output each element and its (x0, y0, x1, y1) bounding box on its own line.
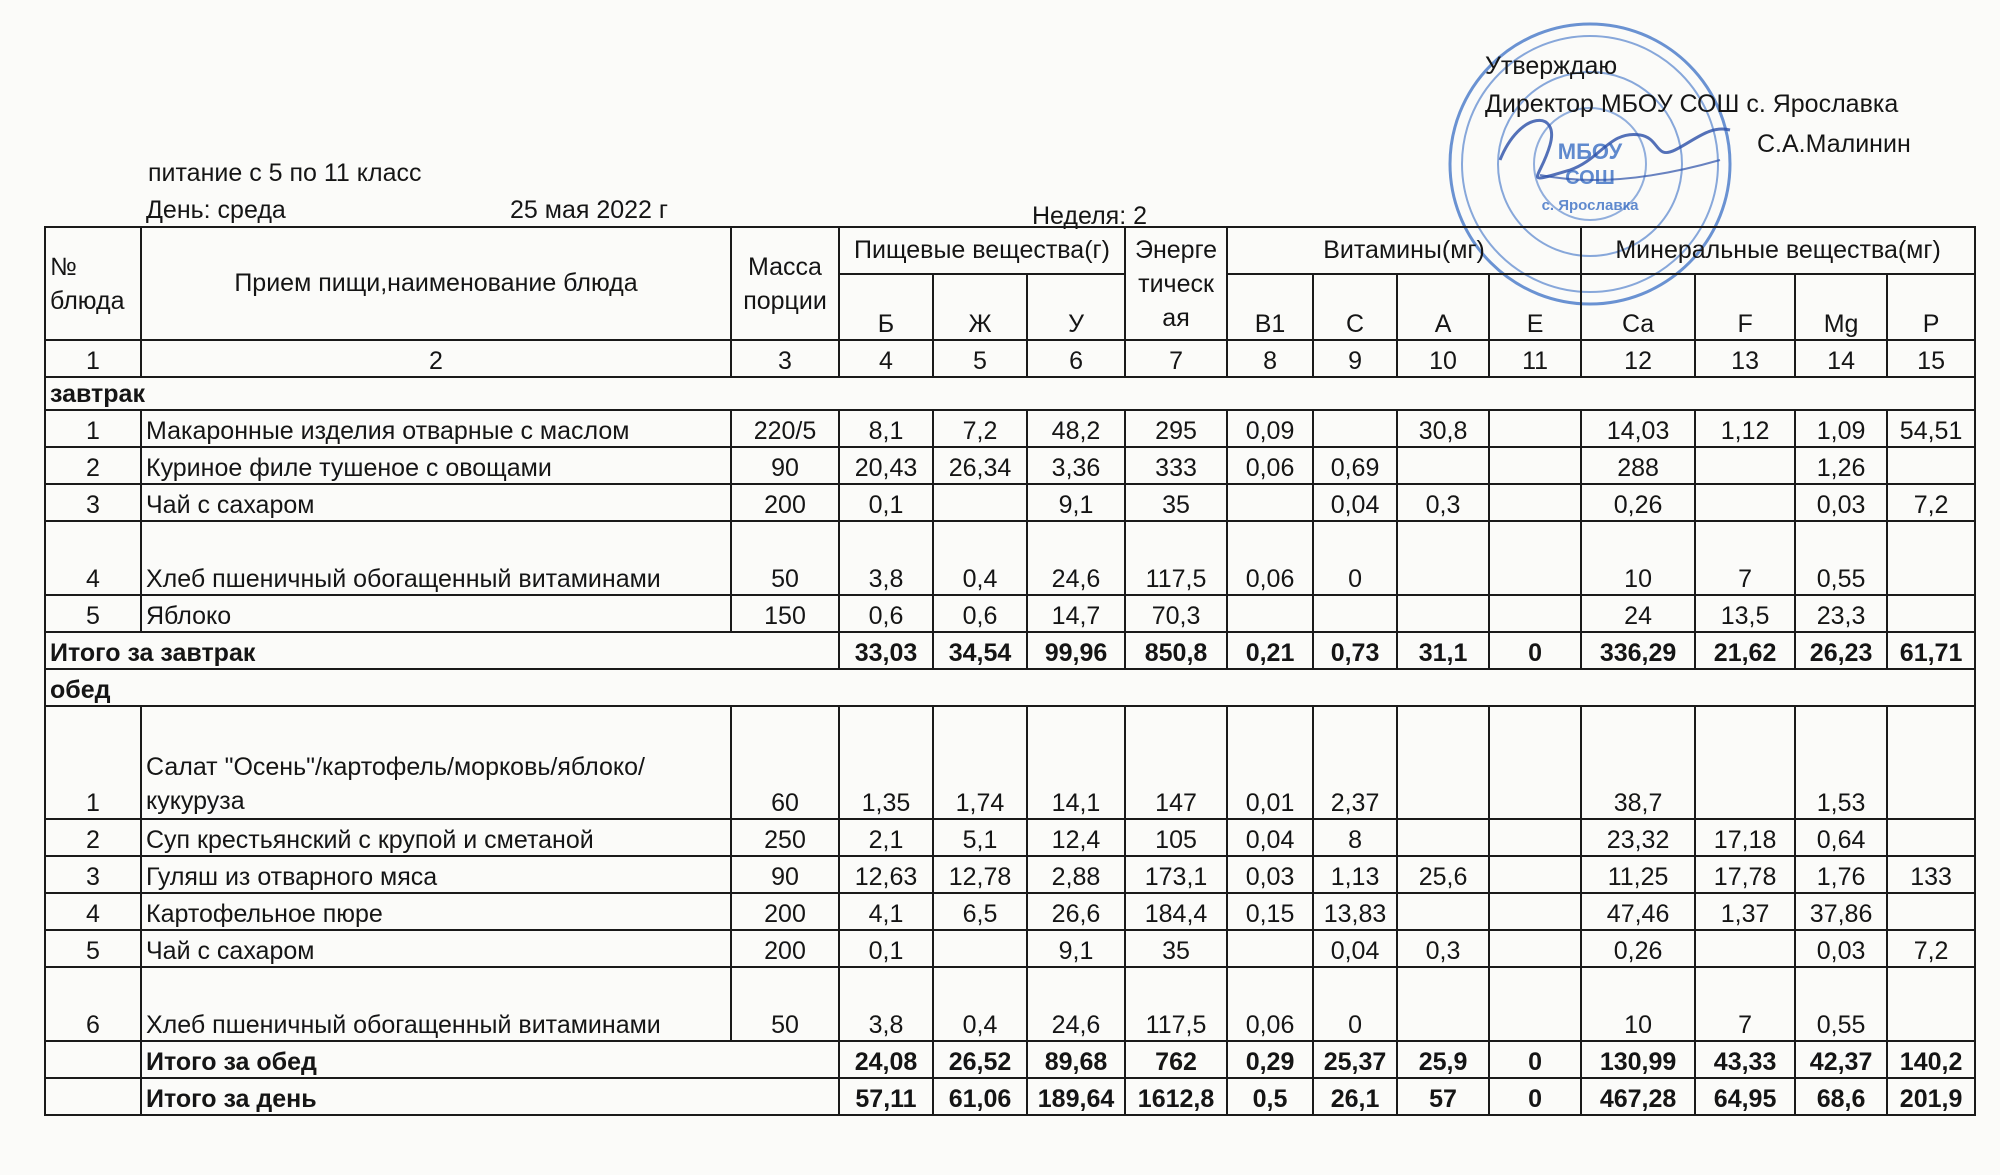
total-value-e: 0 (1489, 632, 1581, 669)
dish-mass: 90 (731, 856, 839, 893)
dish-number: 2 (45, 819, 141, 856)
dish-mass: 200 (731, 893, 839, 930)
dish-value-u: 26,6 (1027, 893, 1125, 930)
dish-value-e (1489, 595, 1581, 632)
dish-value-e (1489, 930, 1581, 967)
dish-value-zh: 1,74 (933, 706, 1027, 819)
dish-value-a: 30,8 (1397, 410, 1489, 447)
col-number: 8 (1227, 340, 1313, 377)
dish-value-mg: 1,09 (1795, 410, 1887, 447)
dish-value-zh: 0,6 (933, 595, 1027, 632)
dish-value-mg: 23,3 (1795, 595, 1887, 632)
svg-text:с. Ярославка: с. Ярославка (1541, 197, 1639, 214)
dish-number: 6 (45, 967, 141, 1041)
col-head-zh: Ж (933, 274, 1027, 340)
dish-value-mg: 0,55 (1795, 967, 1887, 1041)
dish-name: Суп крестьянский с крупой и сметаной (141, 819, 731, 856)
dish-number: 3 (45, 856, 141, 893)
dish-value-mg: 0,55 (1795, 521, 1887, 595)
day-total-value-ca: 467,28 (1581, 1078, 1695, 1115)
dish-value-f (1695, 447, 1795, 484)
dish-value-c: 8 (1313, 819, 1397, 856)
dish-value-mg: 0,03 (1795, 930, 1887, 967)
dish-mass: 200 (731, 930, 839, 967)
col-number: 14 (1795, 340, 1887, 377)
dish-value-p: 7,2 (1887, 484, 1975, 521)
col-head-nutrients: Пищевые вещества(г) (839, 227, 1125, 274)
dish-number: 5 (45, 930, 141, 967)
col-head-e: Е (1489, 274, 1581, 340)
day-total-value-u: 189,64 (1027, 1078, 1125, 1115)
dish-value-e (1489, 967, 1581, 1041)
day-total-value-f: 64,95 (1695, 1078, 1795, 1115)
dish-value-energy: 35 (1125, 930, 1227, 967)
dish-value-ca: 10 (1581, 521, 1695, 595)
dish-value-u: 12,4 (1027, 819, 1125, 856)
dish-value-energy: 105 (1125, 819, 1227, 856)
dish-value-energy: 173,1 (1125, 856, 1227, 893)
total-value-p: 140,2 (1887, 1041, 1975, 1078)
dish-value-f: 7 (1695, 521, 1795, 595)
dish-value-zh: 0,4 (933, 967, 1027, 1041)
dish-mass: 150 (731, 595, 839, 632)
dish-value-a (1397, 967, 1489, 1041)
dish-value-e (1489, 893, 1581, 930)
dish-row (45, 893, 1975, 930)
dish-value-f (1695, 930, 1795, 967)
dish-value-ca: 23,32 (1581, 819, 1695, 856)
dish-value-p (1887, 447, 1975, 484)
day-total-value-mg: 68,6 (1795, 1078, 1887, 1115)
dish-value-f: 1,37 (1695, 893, 1795, 930)
dish-value-b1: 0,03 (1227, 856, 1313, 893)
dish-value-b: 3,8 (839, 521, 933, 595)
dish-value-b1: 0,09 (1227, 410, 1313, 447)
total-value-e: 0 (1489, 1041, 1581, 1078)
dish-value-zh: 7,2 (933, 410, 1027, 447)
week-label: Неделя: 2 (1032, 202, 1147, 230)
dish-value-zh: 5,1 (933, 819, 1027, 856)
dish-value-b: 0,6 (839, 595, 933, 632)
col-number: 10 (1397, 340, 1489, 377)
dish-value-a (1397, 706, 1489, 819)
dish-value-f: 17,78 (1695, 856, 1795, 893)
dish-value-u: 9,1 (1027, 930, 1125, 967)
dish-row (45, 484, 1975, 521)
total-value-b1: 0,21 (1227, 632, 1313, 669)
day-total-value-p: 201,9 (1887, 1078, 1975, 1115)
dish-value-p (1887, 521, 1975, 595)
total-value-zh: 34,54 (933, 632, 1027, 669)
day-total-value-e: 0 (1489, 1078, 1581, 1115)
dish-number: 2 (45, 447, 141, 484)
dish-mass: 50 (731, 967, 839, 1041)
total-value-energy: 850,8 (1125, 632, 1227, 669)
dish-value-a: 25,6 (1397, 856, 1489, 893)
dish-value-ca: 24 (1581, 595, 1695, 632)
dish-value-a (1397, 447, 1489, 484)
dish-value-p (1887, 706, 1975, 819)
dish-name: Чай с сахаром (141, 484, 731, 521)
dish-name: Хлеб пшеничный обогащенный витаминами (141, 521, 731, 595)
dish-value-energy: 70,3 (1125, 595, 1227, 632)
day-total-row (45, 1078, 1975, 1115)
dish-value-p (1887, 819, 1975, 856)
total-value-zh: 26,52 (933, 1041, 1027, 1078)
dish-value-c: 0 (1313, 967, 1397, 1041)
dish-value-e (1489, 521, 1581, 595)
col-number: 12 (1581, 340, 1695, 377)
dish-number: 1 (45, 410, 141, 447)
dish-row (45, 410, 1975, 447)
dish-value-energy: 117,5 (1125, 521, 1227, 595)
approval-line-1: Утверждаю (1485, 52, 1618, 80)
dish-name: Макаронные изделия отварные с маслом (141, 410, 731, 447)
total-value-a: 31,1 (1397, 632, 1489, 669)
dish-value-e (1489, 447, 1581, 484)
day-total-value-c: 26,1 (1313, 1078, 1397, 1115)
total-value-u: 99,96 (1027, 632, 1125, 669)
dish-value-ca: 288 (1581, 447, 1695, 484)
dish-value-zh (933, 930, 1027, 967)
empty-cell (45, 1041, 141, 1078)
dish-value-b: 1,35 (839, 706, 933, 819)
dish-value-c: 13,83 (1313, 893, 1397, 930)
dish-value-zh (933, 484, 1027, 521)
col-number: 1 (45, 340, 141, 377)
dish-value-mg: 1,26 (1795, 447, 1887, 484)
dish-value-c: 2,37 (1313, 706, 1397, 819)
section-total-row (45, 632, 1975, 669)
dish-value-b: 0,1 (839, 930, 933, 967)
dish-value-p (1887, 893, 1975, 930)
dish-value-ca: 14,03 (1581, 410, 1695, 447)
total-value-c: 0,73 (1313, 632, 1397, 669)
total-value-u: 89,68 (1027, 1041, 1125, 1078)
dish-number: 1 (45, 706, 141, 819)
dish-mass: 220/5 (731, 410, 839, 447)
dish-value-mg: 1,53 (1795, 706, 1887, 819)
dish-value-c: 0,69 (1313, 447, 1397, 484)
col-number: 5 (933, 340, 1027, 377)
total-label: Итого за обед (141, 1041, 839, 1078)
dish-value-c: 0,04 (1313, 930, 1397, 967)
dish-row (45, 930, 1975, 967)
dish-value-energy: 147 (1125, 706, 1227, 819)
total-value-ca: 130,99 (1581, 1041, 1695, 1078)
col-number: 7 (1125, 340, 1227, 377)
director-name: С.А.Малинин (1757, 130, 1911, 158)
dish-value-u: 14,7 (1027, 595, 1125, 632)
dish-value-u: 14,1 (1027, 706, 1125, 819)
col-head-b: Б (839, 274, 933, 340)
dish-value-mg: 37,86 (1795, 893, 1887, 930)
dish-value-ca: 47,46 (1581, 893, 1695, 930)
col-head-a: А (1397, 274, 1489, 340)
dish-mass: 90 (731, 447, 839, 484)
dish-value-mg: 0,03 (1795, 484, 1887, 521)
col-head-mg: Mg (1795, 274, 1887, 340)
col-head-u: У (1027, 274, 1125, 340)
dish-value-zh: 0,4 (933, 521, 1027, 595)
dish-value-f: 13,5 (1695, 595, 1795, 632)
dish-value-b1: 0,01 (1227, 706, 1313, 819)
dish-number: 4 (45, 893, 141, 930)
col-number: 6 (1027, 340, 1125, 377)
col-number: 3 (731, 340, 839, 377)
day-total-label: Итого за день (141, 1078, 839, 1115)
col-number: 11 (1489, 340, 1581, 377)
class-range-title: питание с 5 по 11 класс (148, 159, 422, 187)
dish-value-a (1397, 819, 1489, 856)
section-row (45, 377, 1975, 410)
section-title: обед (45, 669, 1975, 706)
dish-value-b1 (1227, 484, 1313, 521)
day-label: День: среда (146, 196, 286, 224)
svg-text:СОШ: СОШ (1565, 167, 1615, 189)
dish-value-c (1313, 595, 1397, 632)
col-head-minerals: Минеральные вещества(мг) (1581, 227, 1975, 274)
dish-value-energy: 295 (1125, 410, 1227, 447)
dish-value-c: 1,13 (1313, 856, 1397, 893)
dish-value-b: 8,1 (839, 410, 933, 447)
dish-value-f: 7 (1695, 967, 1795, 1041)
dish-mass: 200 (731, 484, 839, 521)
total-value-b: 24,08 (839, 1041, 933, 1078)
dish-value-p (1887, 967, 1975, 1041)
total-value-a: 25,9 (1397, 1041, 1489, 1078)
dish-name: Хлеб пшеничный обогащенный витаминами (141, 967, 731, 1041)
dish-row (45, 595, 1975, 632)
dish-value-a: 0,3 (1397, 930, 1489, 967)
dish-name: Салат "Осень"/картофель/морковь/яблоко/ кукуруза (141, 706, 731, 819)
day-total-value-a: 57 (1397, 1078, 1489, 1115)
dish-value-ca: 10 (1581, 967, 1695, 1041)
dish-value-b1: 0,06 (1227, 447, 1313, 484)
dish-value-a (1397, 521, 1489, 595)
day-total-value-b1: 0,5 (1227, 1078, 1313, 1115)
dish-value-energy: 184,4 (1125, 893, 1227, 930)
dish-value-p: 7,2 (1887, 930, 1975, 967)
empty-cell (45, 1078, 141, 1115)
dish-value-ca: 0,26 (1581, 484, 1695, 521)
approval-line-2: Директор МБОУ СОШ с. Ярославка (1485, 90, 1899, 118)
dish-value-b1: 0,04 (1227, 819, 1313, 856)
dish-value-ca: 0,26 (1581, 930, 1695, 967)
dish-value-a (1397, 595, 1489, 632)
dish-value-b1 (1227, 930, 1313, 967)
dish-value-b: 0,1 (839, 484, 933, 521)
dish-value-f: 1,12 (1695, 410, 1795, 447)
column-number-row (45, 340, 1975, 377)
col-number: 13 (1695, 340, 1795, 377)
col-head-energy: Энерге тическ ая (1125, 227, 1227, 340)
day-total-value-energy: 1612,8 (1125, 1078, 1227, 1115)
svg-text:МБОУ: МБОУ (1557, 139, 1623, 164)
dish-name: Яблоко (141, 595, 731, 632)
dish-row (45, 447, 1975, 484)
dish-value-u: 9,1 (1027, 484, 1125, 521)
col-head-mass: Масса порции (731, 227, 839, 340)
dish-value-energy: 333 (1125, 447, 1227, 484)
col-head-vitamins: Витамины(мг) (1227, 227, 1581, 274)
dish-value-b: 3,8 (839, 967, 933, 1041)
day-total-value-b: 57,11 (839, 1078, 933, 1115)
dish-value-f (1695, 484, 1795, 521)
total-value-c: 25,37 (1313, 1041, 1397, 1078)
dish-value-b: 2,1 (839, 819, 933, 856)
col-number: 4 (839, 340, 933, 377)
dish-value-e (1489, 410, 1581, 447)
dish-name: Чай с сахаром (141, 930, 731, 967)
dish-value-zh: 26,34 (933, 447, 1027, 484)
total-value-f: 21,62 (1695, 632, 1795, 669)
col-number: 15 (1887, 340, 1975, 377)
col-number: 2 (141, 340, 731, 377)
dish-value-u: 2,88 (1027, 856, 1125, 893)
dish-row (45, 967, 1975, 1041)
col-head-f: F (1695, 274, 1795, 340)
dish-value-c: 0,04 (1313, 484, 1397, 521)
col-head-num: № блюда (45, 227, 141, 340)
dish-value-energy: 35 (1125, 484, 1227, 521)
dish-value-p: 133 (1887, 856, 1975, 893)
section-row (45, 669, 1975, 706)
dish-value-f (1695, 706, 1795, 819)
dish-value-e (1489, 484, 1581, 521)
dish-name: Гуляш из отварного мяса (141, 856, 731, 893)
total-value-p: 61,71 (1887, 632, 1975, 669)
dish-value-c: 0 (1313, 521, 1397, 595)
dish-value-b: 12,63 (839, 856, 933, 893)
dish-mass: 50 (731, 521, 839, 595)
col-head-p: P (1887, 274, 1975, 340)
dish-value-mg: 1,76 (1795, 856, 1887, 893)
dish-number: 5 (45, 595, 141, 632)
col-number: 9 (1313, 340, 1397, 377)
total-value-mg: 42,37 (1795, 1041, 1887, 1078)
dish-value-c (1313, 410, 1397, 447)
dish-name: Куриное филе тушеное с овощами (141, 447, 731, 484)
dish-number: 4 (45, 521, 141, 595)
col-head-ca: Са (1581, 274, 1695, 340)
dish-value-ca: 38,7 (1581, 706, 1695, 819)
date-label: 25 мая 2022 г (510, 196, 669, 224)
dish-number: 3 (45, 484, 141, 521)
dish-value-p (1887, 595, 1975, 632)
dish-row (45, 706, 1975, 819)
header-row-1 (45, 227, 1975, 274)
dish-value-zh: 6,5 (933, 893, 1027, 930)
total-value-mg: 26,23 (1795, 632, 1887, 669)
dish-value-u: 24,6 (1027, 967, 1125, 1041)
dish-value-b1: 0,15 (1227, 893, 1313, 930)
day-total-value-zh: 61,06 (933, 1078, 1027, 1115)
col-head-b1: В1 (1227, 274, 1313, 340)
dish-row (45, 856, 1975, 893)
dish-value-b: 20,43 (839, 447, 933, 484)
total-value-b1: 0,29 (1227, 1041, 1313, 1078)
dish-value-p: 54,51 (1887, 410, 1975, 447)
dish-value-u: 48,2 (1027, 410, 1125, 447)
dish-name: Картофельное пюре (141, 893, 731, 930)
dish-value-b1: 0,06 (1227, 967, 1313, 1041)
dish-value-b1: 0,06 (1227, 521, 1313, 595)
dish-mass: 60 (731, 706, 839, 819)
dish-mass: 250 (731, 819, 839, 856)
total-value-energy: 762 (1125, 1041, 1227, 1078)
dish-value-e (1489, 706, 1581, 819)
total-value-b: 33,03 (839, 632, 933, 669)
dish-value-energy: 117,5 (1125, 967, 1227, 1041)
col-head-c: С (1313, 274, 1397, 340)
dish-value-a: 0,3 (1397, 484, 1489, 521)
section-total-row (45, 1041, 1975, 1078)
total-label: Итого за завтрак (45, 632, 839, 669)
dish-value-zh: 12,78 (933, 856, 1027, 893)
total-value-ca: 336,29 (1581, 632, 1695, 669)
dish-value-b: 4,1 (839, 893, 933, 930)
col-head-name: Прием пищи,наименование блюда (141, 227, 731, 340)
dish-value-u: 24,6 (1027, 521, 1125, 595)
total-value-f: 43,33 (1695, 1041, 1795, 1078)
dish-row (45, 521, 1975, 595)
dish-value-a (1397, 893, 1489, 930)
dish-value-b1 (1227, 595, 1313, 632)
section-title: завтрак (45, 377, 1975, 410)
dish-value-u: 3,36 (1027, 447, 1125, 484)
dish-value-e (1489, 819, 1581, 856)
dish-value-f: 17,18 (1695, 819, 1795, 856)
dish-value-mg: 0,64 (1795, 819, 1887, 856)
dish-value-e (1489, 856, 1581, 893)
menu-table (44, 226, 1976, 1116)
dish-row (45, 819, 1975, 856)
dish-value-ca: 11,25 (1581, 856, 1695, 893)
